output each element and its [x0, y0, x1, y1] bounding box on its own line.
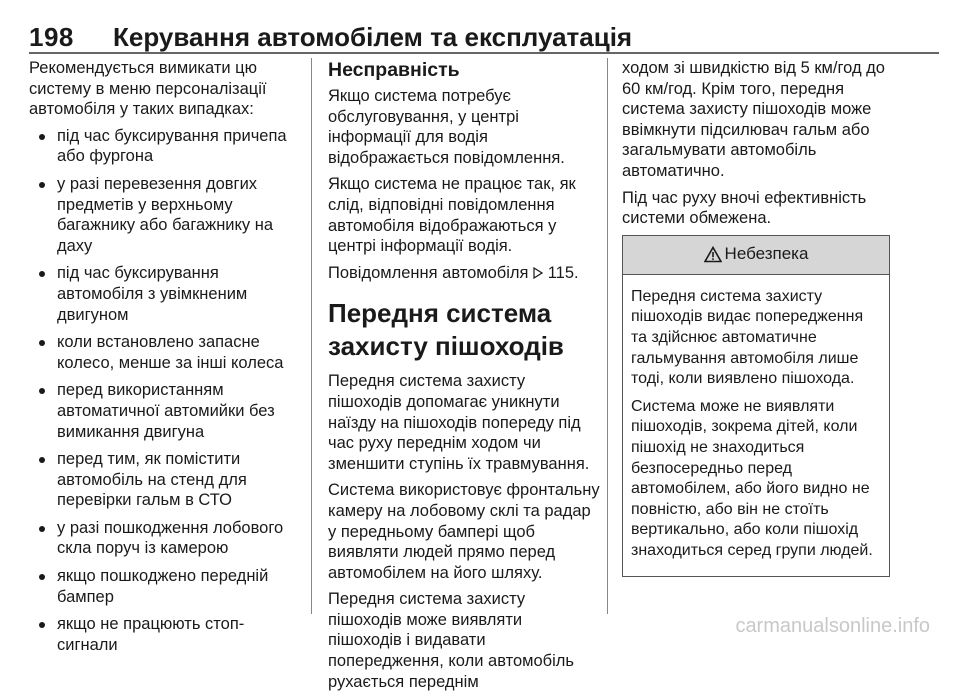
warning-header [623, 236, 889, 275]
bullet-icon [39, 271, 45, 277]
page-reference: Повідомлення автомобіля 115. [328, 263, 579, 282]
list-item: у разі перевезення довгих предметів у верхньому багажнику або багажнику на даху [29, 174, 299, 256]
page-reference-arrow-icon [533, 267, 543, 279]
bullet-icon [39, 388, 45, 394]
paragraph: Якщо система не працює так, як слід, відповідні повідомлення автомобіля відображаються у центрі інформації водія. [328, 175, 576, 256]
list-item: у разі пошкодження лобового скла поруч із камерою [29, 518, 299, 559]
malfunction-heading: Несправність [328, 59, 460, 81]
paragraph: Під час руху вночі ефективність системи обмежена. [622, 188, 867, 228]
paragraph: Передня система захисту пішоходів допомагає уникнути наїзду на пішоходів попереду під час руху переднім ходом чи зменшити ступінь їх травмування. [328, 372, 590, 473]
header-rule [29, 52, 939, 54]
list-item: перед використанням автоматичної автомийки без вимикання двигуна [29, 380, 299, 442]
paragraph: Передня система захисту пішоходів видає попередження та здійснює автоматичне гальмування автомобіля лише тоді, коли виявлено пішохода. [631, 287, 864, 388]
page-reference-link[interactable]: 115. [547, 263, 579, 282]
intro-paragraph: Рекомендується вимикати цю систему в меню персоналізації автомобіля у таких випадках: [29, 59, 267, 119]
paragraph: Передня система захисту пішоходів може виявляти пішоходів і видавати попередження, коли автомобіль рухається переднім [328, 590, 575, 691]
bullet-icon [39, 526, 45, 532]
column-middle [328, 58, 600, 698]
list-item: перед тим, як помістити автомобіль на стенд для перевірки гальм в СТО [29, 449, 299, 511]
column-right [622, 58, 890, 577]
list-item: коли встановлено запасне колесо, менше за інші колеса [29, 332, 299, 373]
conditions-list [29, 126, 299, 656]
paragraph: ходом зі швидкістю від 5 км/год до 60 км/год. Крім того, передня система захисту пішоходів може ввімкнути підсилювач гальм або загальмувати автомобіль автоматично. [622, 59, 885, 180]
warning-box [622, 235, 890, 578]
warning-triangle-icon [704, 246, 722, 263]
bullet-icon [39, 340, 45, 346]
warning-title: Небезпека [724, 244, 809, 264]
bullet-icon [39, 457, 45, 463]
list-item: якщо не працюють стоп-сигнали [29, 614, 299, 655]
page-header [29, 2, 939, 52]
section-title: Передня система захисту пішоходів [328, 298, 564, 362]
bullet-icon [39, 182, 45, 188]
paragraph: Система використовує фронтальну камеру на лобовому склі та радар у передньому бампері щоб виявляти людей прямо перед автомобілем на його шляху. [328, 481, 600, 582]
list-item: якщо пошкоджено передній бампер [29, 566, 299, 607]
page-title: Керування автомобілем та експлуатація [113, 22, 633, 52]
warning-body [623, 275, 889, 577]
bullet-icon [39, 134, 45, 140]
list-item: під час буксирування причепа або фургона [29, 126, 299, 167]
paragraph: Система може не виявляти пішоходів, зокрема дітей, коли пішохід не знаходиться безпосередньо перед автомобілем, або його видно не повністю, або він не стоїть вертикально, або коли пішохід знаходиться серед групи людей. [631, 397, 873, 559]
paragraph: Якщо система потребує обслуговування, у центрі інформації для водія відображається повідомлення. [328, 87, 565, 167]
watermark: carmanualsonline.info [735, 615, 930, 637]
column-divider [607, 58, 608, 614]
column-left [29, 58, 299, 662]
column-divider [311, 58, 312, 614]
bullet-icon [39, 622, 45, 628]
bullet-icon [39, 574, 45, 580]
list-item: під час буксирування автомобіля з увімкненим двигуном [29, 263, 299, 325]
page-number: 198 [29, 22, 74, 52]
